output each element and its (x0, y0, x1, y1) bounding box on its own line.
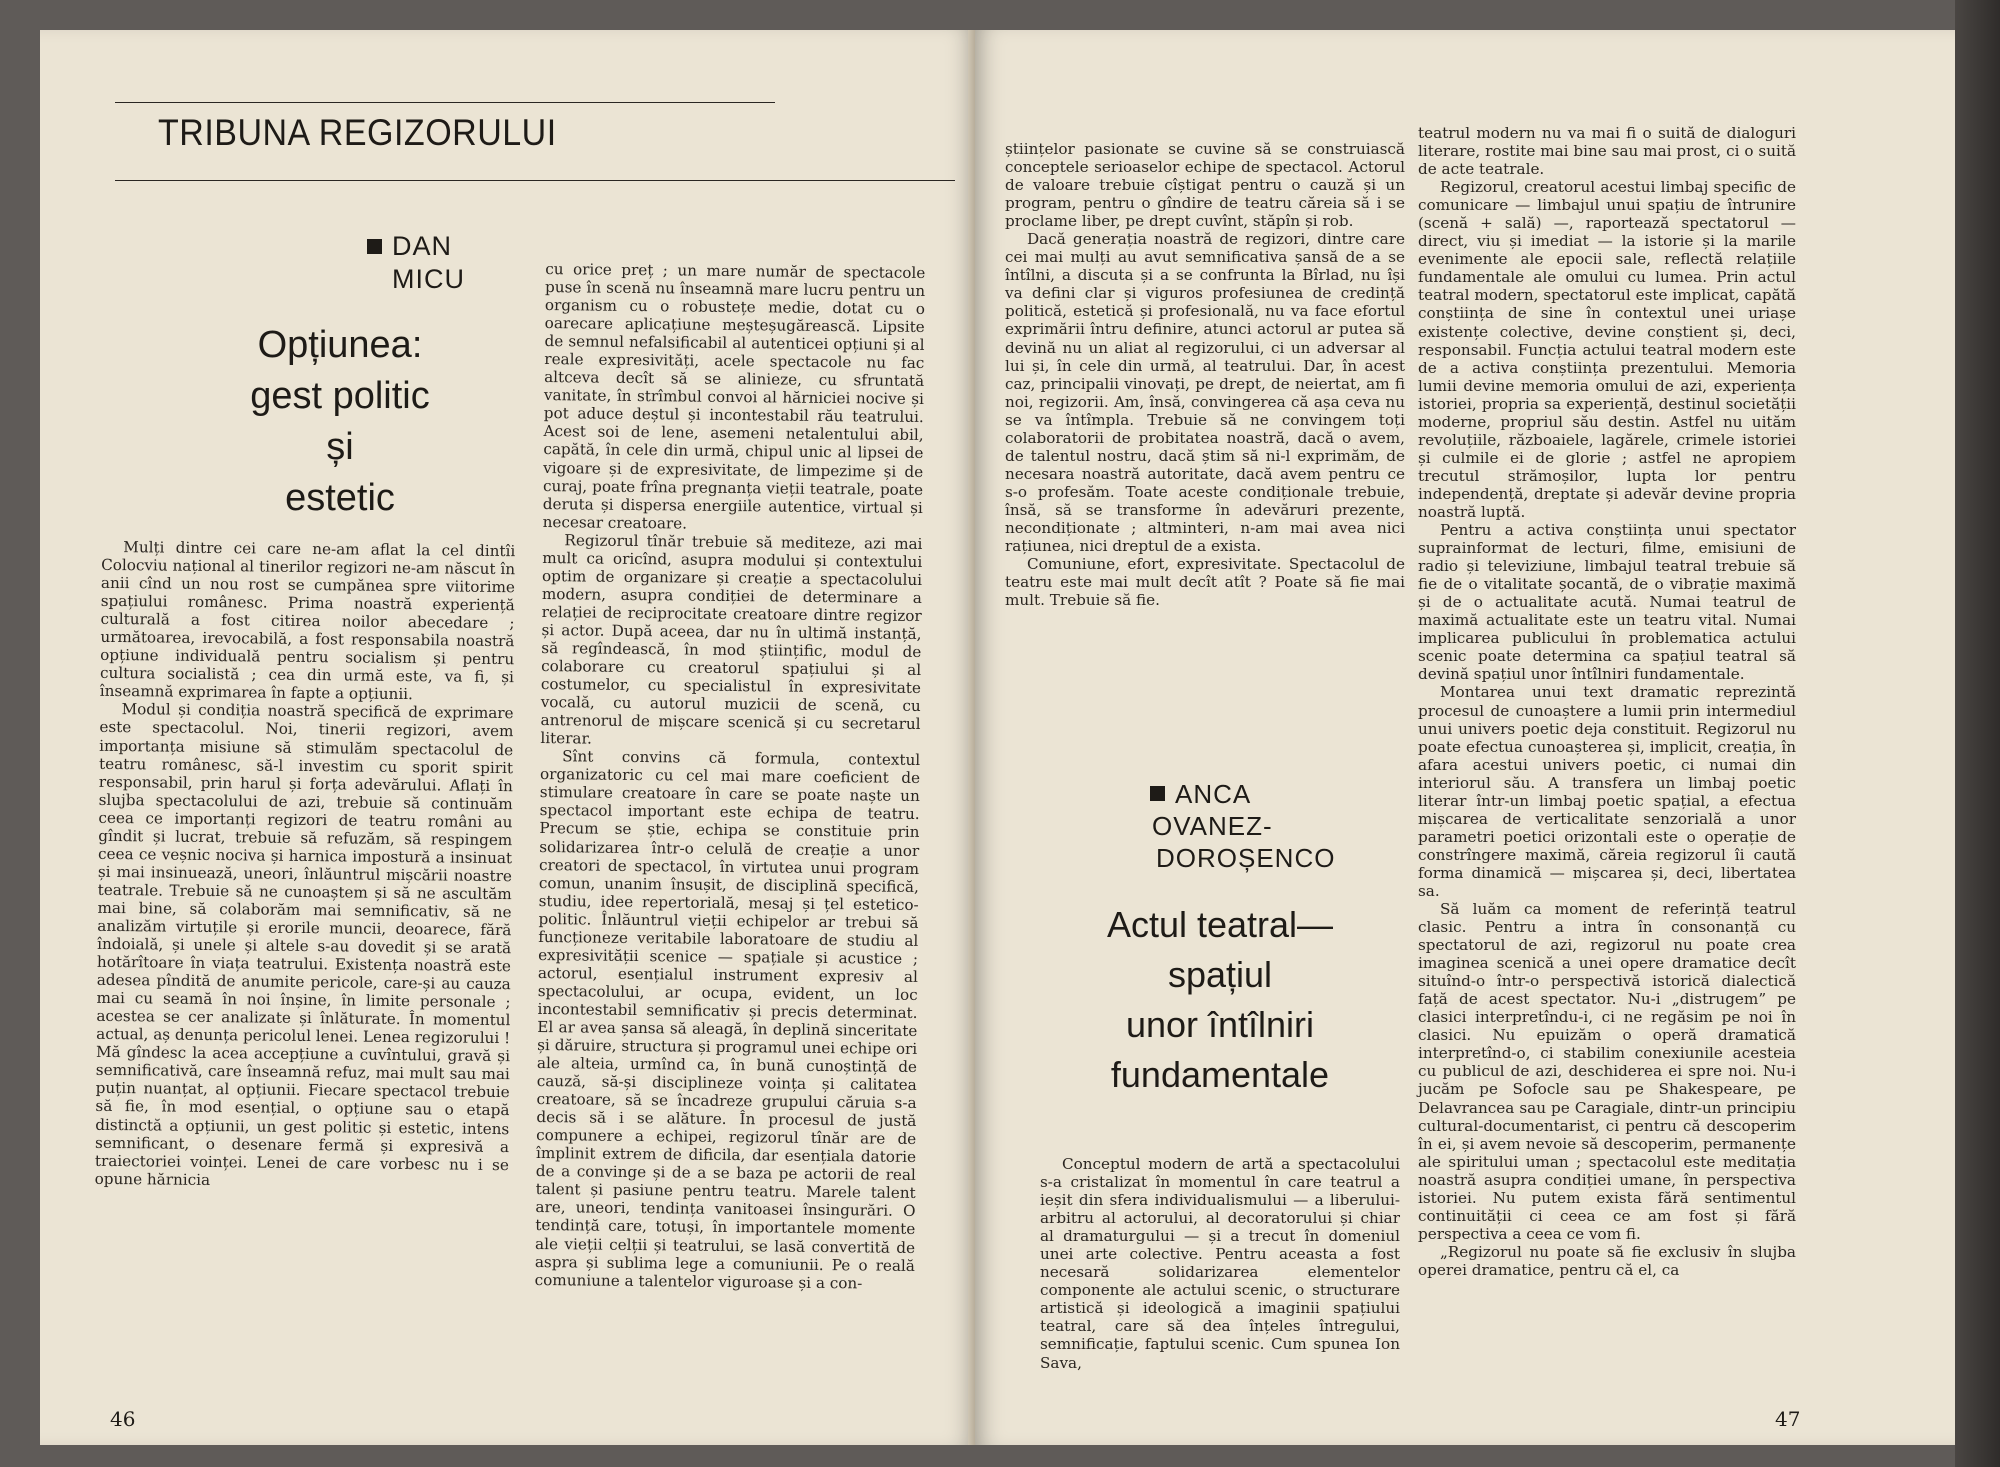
headline-line-1: Opțiunea: (257, 324, 423, 366)
right-column-2 (1418, 124, 1796, 1279)
bullet-square-icon (367, 239, 382, 254)
paragraph: Montarea unui text dramatic reprezintă procesul de cunoaștere a lumii prin intermediul unui univers poetic deja constituit. Regizorul nu poate efectua cunoașterea și, implicit, creația, în afara acestui univers poetic, ci numai din interiorul său. A transfera un limbaj poetic literar într-un limbaj poetic spațial, a efectua mișcarea de verticalitate senzorială a unor parametri poetici orizontali este o operație de constrîngere maximă, căreia regizorul îi caută forma dinamică — mișcarea și, deci, libertatea sa. (1418, 683, 1796, 900)
paragraph: Modul și condiția noastră specifică de exprimare este spectacolul. Noi, tinerii regizori, avem importanța misiune să stimulăm spectacolul de teatru românesc, să-l investim cu sporit spirit responsabil, prin harul și forța adevărului. Aflați în slujba spectacolului de azi, trebuie să continuăm ceea ce importanți regizori de teatru români au gîndit și lucrat, trebuie să refuzăm, să respingem ceea ce veșnic nociva și harnica impostură a insinuat și mai insinuează, uneori, înlăuntrul mișcării noastre teatrale. Trebuie să ne cunoaștem și să ne ascultăm mai bine, să colaborăm mai semnificativ, să ne analizăm virtuțile și erorile muncii, deoarece, fără îndoială, și unele și altele s-au dovedit și se arată hotărîtoare în viața teatrului. Existența noastră este adesea pîndită de anumite pericole, care-și au cauza mai cu seamă în noi înșine, în limite personale ; acestea se cer analizate și înlăturate. În momentul actual, aș denunța pericolul lenei. Lenea regizorului ! Mă gîndesc la acea accepțiune a cuvîntului, gravă și semnificativă, care înseamnă refuz, mai mult sau mai puțin nuanțat, al opțiunii. Fiecare spectacol trebuie să fie, în mod esențial, o opțiune sau o etapă distinctă a opțiunii, un gest politic și estetic, intens semnificant, o desenare fermă și expresivă a traiectoriei voinței. Lenei de care vorbesc nu i se opune hărnicia (94, 700, 514, 1189)
paragraph: Să luăm ca moment de referință teatrul clasic. Pentru a intra în consonanță cu spectatorul de azi, regizorul nu poate crea imaginea scenică a unei opere dramatice decît situînd-o într-o perspectivă istorică dialectică față de acest spectator. Nu-i „distrugem” pe clasici interpretîndu-i, ci ne regăsim pe noi în clasici. Nu epuizăm o operă dramatică interpretînd-o, ci stabilim conexiunile acesteia cu publicul de azi, deschiderea ei spre noi. Nu-i jucăm pe Sofocle sau pe Shakespeare, pe Delavrancea sau pe Caragiale, dintr-un principiu cultural-documentarist, ci pentru că descoperim în ei, și avem nevoie să descoperim, permanențe ale spiritului uman ; spectacolul este meditația noastră asupra condiției umane, în perspectiva istoriei. Nu putem exista fără sentimentul continuității ci ceea ce am fost și fără perspectiva a ceea ce vom fi. (1418, 900, 1796, 1243)
headline-line-3: și (326, 426, 354, 468)
section-title: TRIBUNA REGIZORULUI (158, 112, 557, 154)
paragraph: Mulți dintre cei care ne-am aflat la cel dintîi Colocviu național al tinerilor regizori ne-am născut în anii cînd un nou rost se cumpănea spre viitorime spațiului românesc. Prima noastră experiență culturală a fost citirea noilor abecedare ; următoarea, irevocabilă, a fost responsabila noastră opțiune individuală pentru socialism și pentru cultura socialistă ; cea din urmă este, va fi, și înseamnă exprimarea în fapte a opțiunii. (99, 538, 516, 704)
headline-line-3: unor întîlniri (1125, 1004, 1315, 1045)
page-number: 46 (110, 1407, 136, 1431)
paragraph: Comuniune, efort, expresivitate. Spectacolul de teatru este mai mult decît atît ? Poate să fie mai mult. Trebuie să fie. (1005, 555, 1405, 610)
paragraph: Sînt convins că formula, contextul organizatoric cu cel mai mare coeficient de stimulare creatoare în care se poate naște un spectacol important este echipa de teatru. Precum se știe, echipa se constituie prin solidarizarea într-o celulă de creație a unor creatori de spectacol, în virtutea unui program comun, unanim însușit, de disciplină specifică, studiu, idee repertorială, mesaj și țel estetico-politic. Înlăuntrul vieții echipelor ar trebui să funcționeze veritabile laboratoare de studiu al expresivității scenice — spațiale și acustice ; actorul, esențialul instrument expresiv al spectacolului, ar ocupa, evident, un loc incontestabil semnificativ și precis determinat. El ar avea șansa să aleagă, în deplină sinceritate și dăruire, structura și programul unei echipe ori ale alteia, urmînd ca, în bună cunoștință de cauză, să-și disciplineze voința și calitatea creatoare, să se încadreze grupului căruia s-a decis să i se alăture. În procesul de justă compunere a echipei, regizorul tînăr are de împlinit extrem de dificila, dar esențiala datorie de a convinge și de a se baza pe actorii de real talent și pasiune pentru teatru. Marele talent are, uneori, tendința vanitoasei însingurări. O tendință care, totuși, în importantele momente ale vieții celții și teatrului, se lasă convertită de aspra și sublima lege a comuniunii. Pe o reală comuniune a talentelor viguroase și a con- (534, 747, 921, 1293)
paragraph: Dacă generația noastră de regizori, dintre care cei mai mulți au avut semnificativa șansă de a se întîlni, a discuta și a se confrunta la Bîrlad, nu își va defini clar și viguros profesiunea de credință politică, estetică și profesională, nu va face efortul exprimării întru definire, atunci actorul ar putea să devină nu un aliat al regizorului, ci un adversar al lui și, în cele din urmă, al teatrului. Dar, în acest caz, principalii vinovați, pe drept, de neiertat, am fi noi, regizorii. Am, însă, convingerea că așa ceva nu se va întîmpla. Trebuie să ne convingem toți colaboratorii de probitatea noastră, dacă o avem, de talentul nostru, dacă știm să ni-l exprimăm, de necesara noastră autoritate, dacă avem pentru ce s-o profesăm. Toate aceste condiționale trebuie, însă, să se transforme în adevăruri prezente, necondiționate ; altminteri, n-am mai avea nici rațiunea, nici dreptul de a exista. (1005, 230, 1405, 556)
author-name-line-1: ANCA (1175, 779, 1252, 809)
bullet-square-icon (1150, 786, 1165, 801)
paragraph: cu orice preț ; un mare număr de spectacole puse în scenă nu înseamnă mare lucru pentru un organism cu o robustețe medie, dotat cu o oarecare aplicațiune meșteșugărească. Lipsite de semnul nefalsificabil al autenticei opțiuni și al reale expresivități, acele spectacole nu fac altceva decît să se alinieze, cu sfruntată vanitate, în strîmbul convoi al hărniciei nocive și pot aduce deștul și incontestabil rău teatrului. Acest soi de lene, asemeni netalentului abil, capătă, în cele din urmă, chipul unic al lipsei de vigoare și de expresivitate, de limpezime și de curaj, poate frîna pregnanța vieții teatrale, poate deruta și dispersa energiile autentice, virtual și necesar creatoare. (542, 260, 926, 533)
headline-line-1: Actul teatral— (1106, 904, 1334, 945)
headline-line-4: fundamentale (1110, 1054, 1330, 1095)
paragraph: Conceptul modern de artă a spectacolului s-a cristalizat în momentul în care teatrul a ieșit din sfera individualismului — a liberului-arbitru al actorului, al decoratorului și chiar al dramaturgului — și a trecut în domeniul unei arte colective. Pentru aceasta a fost necesară solidarizarea elementelor componente ale actului scenic, o structurare artistică și ideologică a imaginii spațiului teatral, care să dea înțeles întregului, semnificație, faptului scenic. Cum spunea Ion Sava, (1040, 1155, 1400, 1372)
title-underline (115, 180, 955, 181)
left-column-1 (95, 538, 516, 1192)
paragraph: „Regizorul nu poate să fie exclusiv în slujba operei dramatice, pentru că el, ca (1418, 1242, 1796, 1279)
article-headline (1055, 900, 1385, 1100)
right-page (975, 30, 1955, 1445)
paragraph: Pentru a activa conștiința unui spectator suprainformat de lecturi, filme, emisiuni de radio și televiziune, limbajul teatral trebuie să fie de o vitalitate șocantă, de o vibrație maximă și de o actualitate acută. Numai teatrul de maximă actualitate este un teatru vital. Numai implicarea publicului în problematica actului scenic poate determina ca spațiul teatral să devină spațiul unor întîlniri fundamentale. (1418, 521, 1796, 684)
paragraph: teatrul modern nu va mai fi o suită de dialoguri literare, rostite mai bine sau mai prost, ci o suită de acte teatrale. (1418, 124, 1796, 179)
left-column-2 (535, 260, 926, 1293)
author-byline (367, 230, 482, 296)
page-number: 47 (1775, 1407, 1801, 1431)
paragraph: Regizorul, creatorul acestui limbaj specific de comunicare — limbajul unui spațiu de întrunire (scenă + sală) —, raportează spectatorul — direct, viu și imediat — la istorie și la marile evenimente ale epocii sale, reflectă relațiile fundamentale ale omului cu lumea. Prin actul teatral modern, spectatorul este implicat, capătă conștiința de sine în contextul unei uriașe existențe colective, devine conștient și, deci, responsabil. Funcția actului teatral modern este de a activa conștiința prezentului. Memoria lumii devine memoria omului de azi, experiența istoriei, propria sa experiență, destinul societății moderne, propriul său destin. Astfel nu uităm revoluțiile, războaiele, lagărele, crimele istoriei și culmile ei de glorie ; astfel ne apropiem trecutul strămoșilor, lupta lor pentru independență, dreptate și adevăr devine propria noastră luptă. (1418, 178, 1796, 521)
right-column-1-top (1005, 140, 1405, 609)
paragraph: Regizorul tînăr trebuie să mediteze, azi mai mult ca oricînd, asupra modului și contextului optim de organizare și creație a spectacolului modern, asupra condiției de determinare a relației de reciprocitate creatoare dintre regizor și actor. După aceea, dar nu în ultimă instanță, să regîndească, în mod științific, modul de colaborare cu creatorul spațiului și al costumelor, cu specialistul în expresivitate vocală, cu autorul muzicii de scenă, cu antrenorul de mișcare scenică și cu secretarul literar. (540, 530, 923, 748)
author-name-line-2: OVANEZ- (1152, 811, 1273, 841)
top-rule (115, 102, 775, 103)
author-name: DAN MICU (392, 231, 465, 294)
paragraph: științelor pasionate se cuvine să se construiască conceptele serioaselor echipe de spectacol. Actorul de valoare trebuie cîștigat pentru o cauză și un program, pentru o gîndire de teatru căreia să i se proclame liber, pe drept cuvînt, stăpîn și rob. (1005, 140, 1405, 231)
book-cover-edge (1955, 0, 2000, 1467)
right-column-1-bottom (1040, 1155, 1400, 1372)
author-byline (1150, 778, 1335, 874)
headline-line-2: spațiul (1167, 954, 1273, 995)
left-page (40, 30, 975, 1445)
headline-line-2: gest politic (250, 375, 430, 417)
headline-line-4: estetic (285, 477, 395, 519)
article-headline (215, 320, 465, 524)
author-name-line-3: DOROȘENCO (1156, 843, 1336, 873)
